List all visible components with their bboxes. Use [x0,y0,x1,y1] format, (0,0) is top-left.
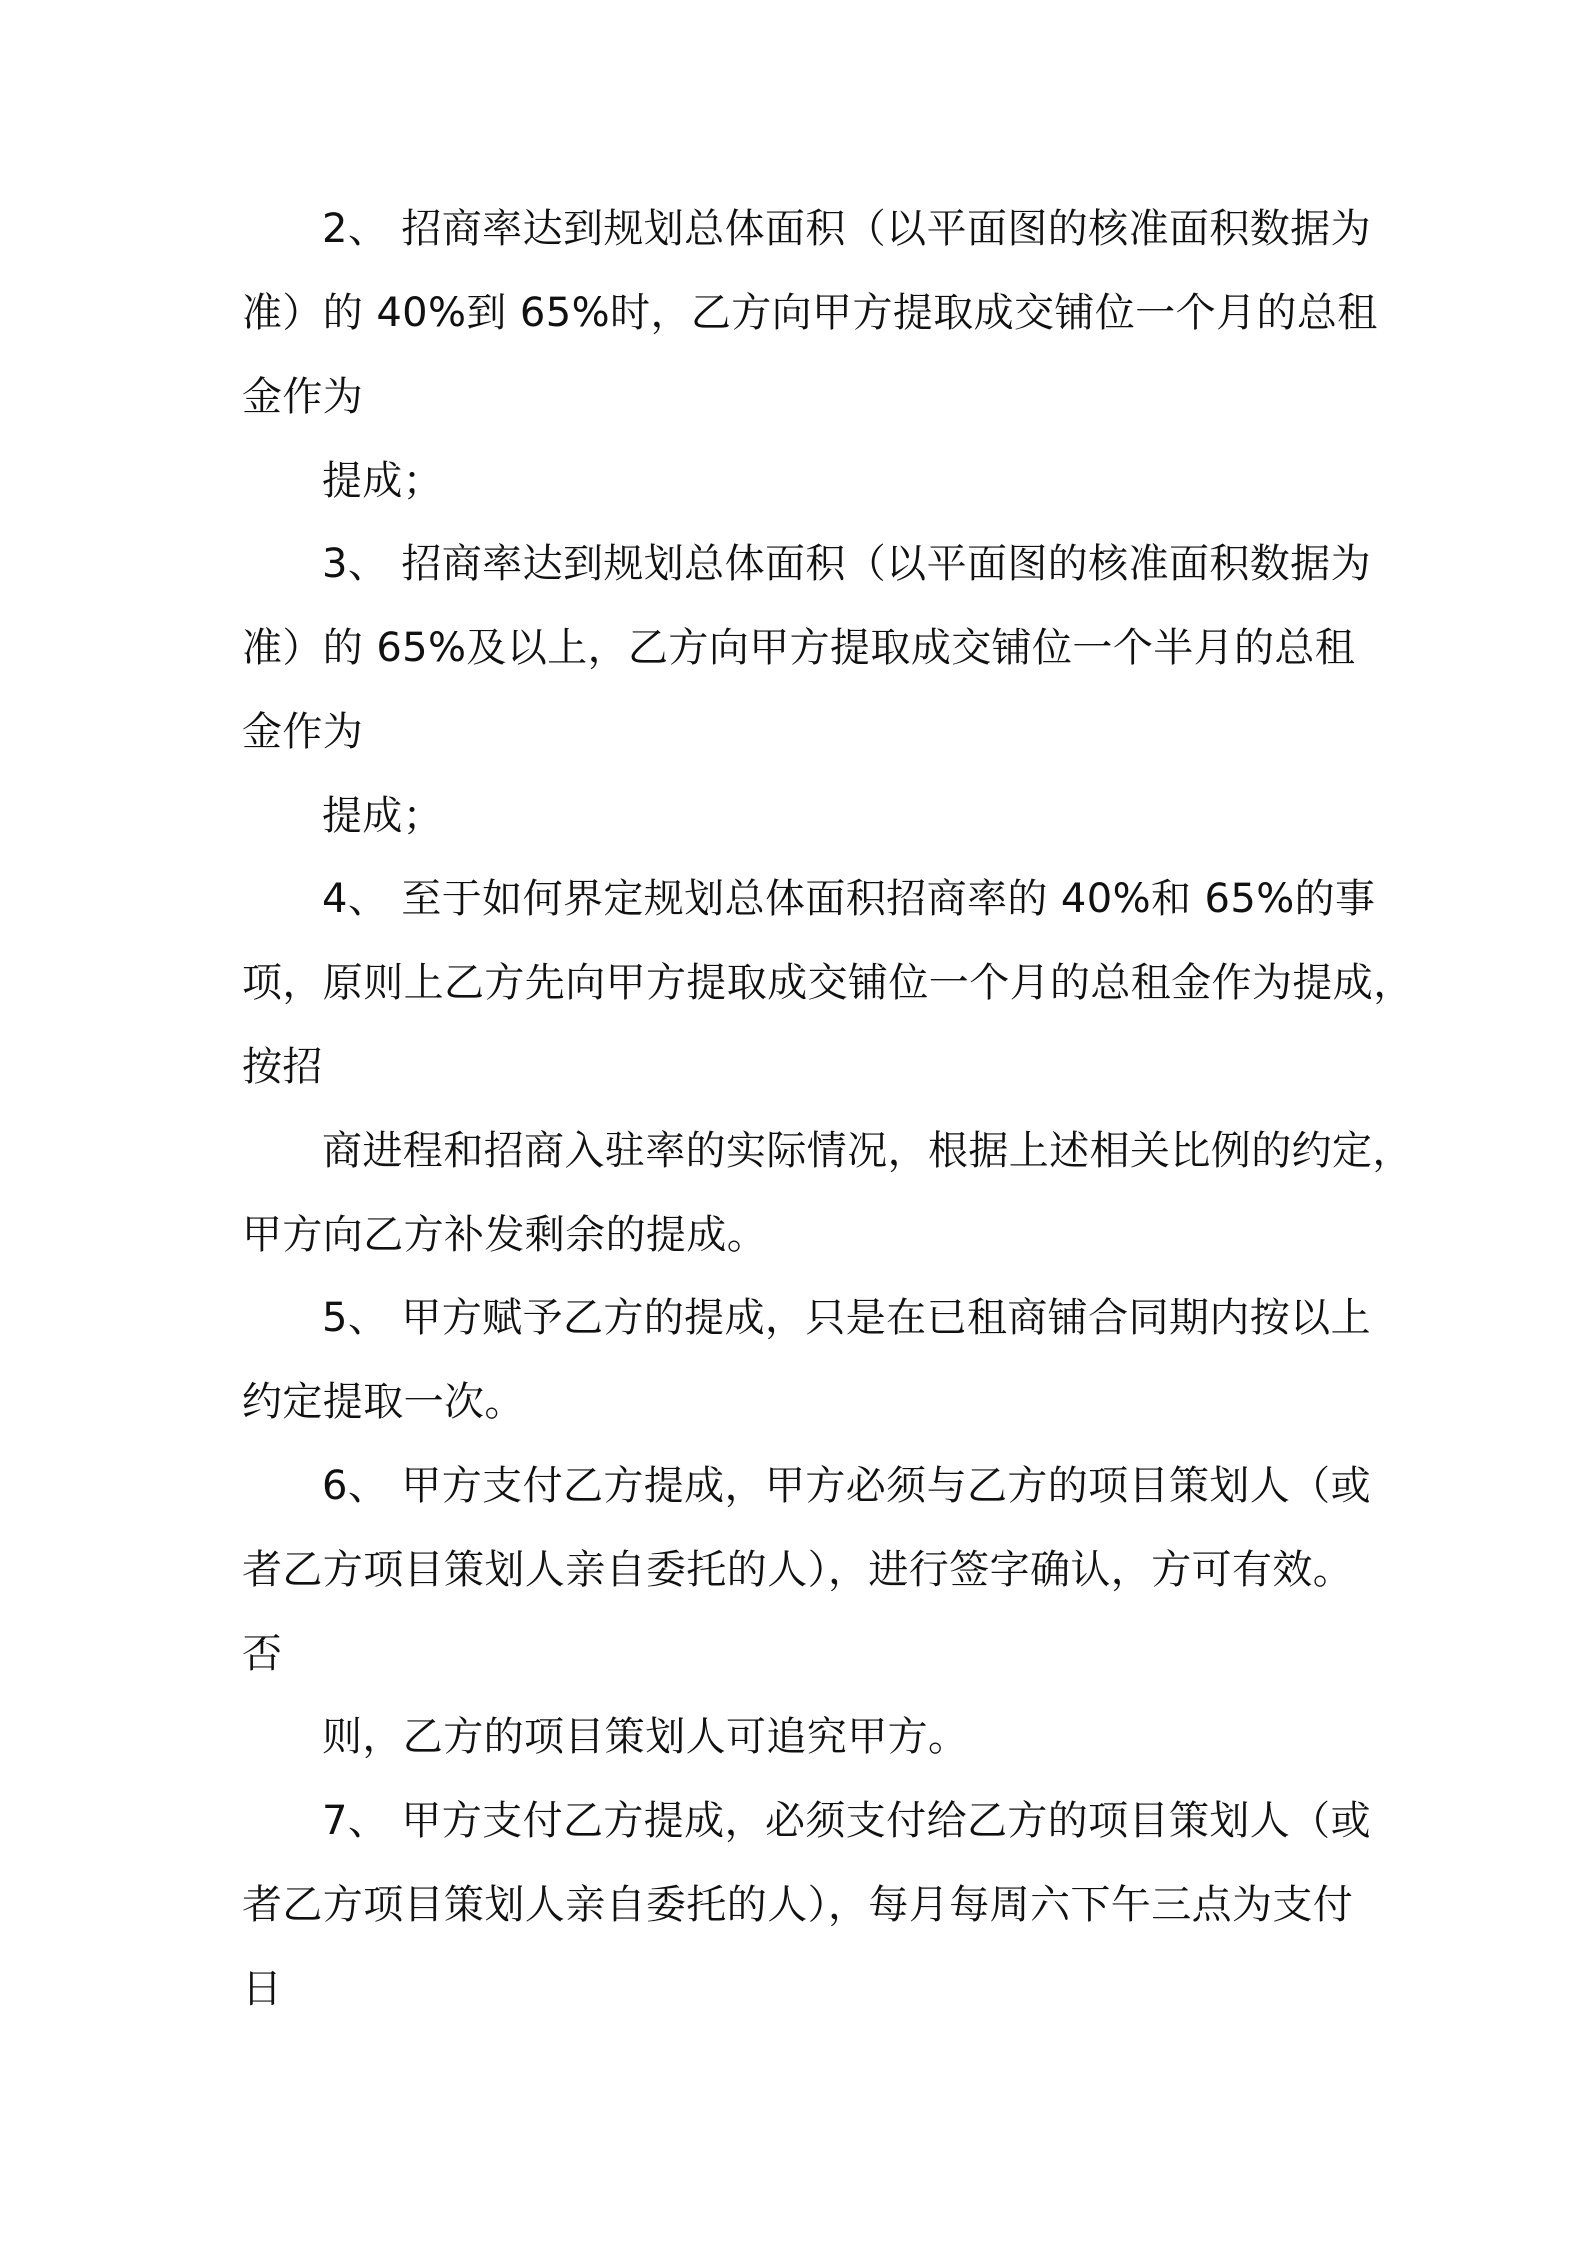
clause-4-line-1: 4、 至于如何界定规划总体面积招商率的 40%和 65%的事 [322,876,1376,922]
clause-3-line-1: 3、 招商率达到规划总体面积（以平面图的核准面积数据为 [322,541,1371,587]
clause-2-line-1: 2、 招商率达到规划总体面积（以平面图的核准面积数据为 [322,206,1371,252]
clause-4-line-3: 按招 [242,1044,323,1090]
clause-5-line-1: 5、 甲方赋予乙方的提成，只是在已租商铺合同期内按以上 [322,1295,1371,1341]
clause-2-line-4: 提成； [322,458,444,504]
clause-7-line-2: 者乙方项目策划人亲自委托的人），每月每周六下午三点为支付 [242,1882,1354,1928]
clause-7-line-1: 7、 甲方支付乙方提成，必须支付给乙方的项目策划人（或 [322,1798,1371,1844]
clause-3-line-4: 提成； [322,793,444,839]
clause-2-line-3: 金作为 [242,374,364,420]
clause-6-line-3: 否 [242,1631,283,1677]
clause-4-line-2: 项，原则上乙方先向甲方提取成交铺位一个月的总租金作为提成， [242,960,1414,1006]
clause-6-line-4: 则，乙方的项目策划人可追究甲方。 [322,1714,969,1760]
clause-4-line-5: 甲方向乙方补发剩余的提成。 [242,1212,768,1258]
clause-3-line-3: 金作为 [242,709,364,755]
clause-6-line-1: 6、 甲方支付乙方提成，甲方必须与乙方的项目策划人（或 [322,1463,1371,1509]
clause-4-line-4: 商进程和招商入驻率的实际情况，根据上述相关比例的约定， [322,1128,1413,1174]
clause-2-line-2: 准）的 40%到 65%时，乙方向甲方提取成交铺位一个月的总租 [242,290,1378,336]
clause-7-line-3: 日 [242,1966,283,2012]
clause-5-line-2: 约定提取一次。 [242,1379,525,1425]
clause-3-line-2: 准）的 65%及以上，乙方向甲方提取成交铺位一个半月的总租 [242,625,1356,671]
clause-6-line-2: 者乙方项目策划人亲自委托的人），进行签字确认，方可有效。 [242,1547,1354,1593]
